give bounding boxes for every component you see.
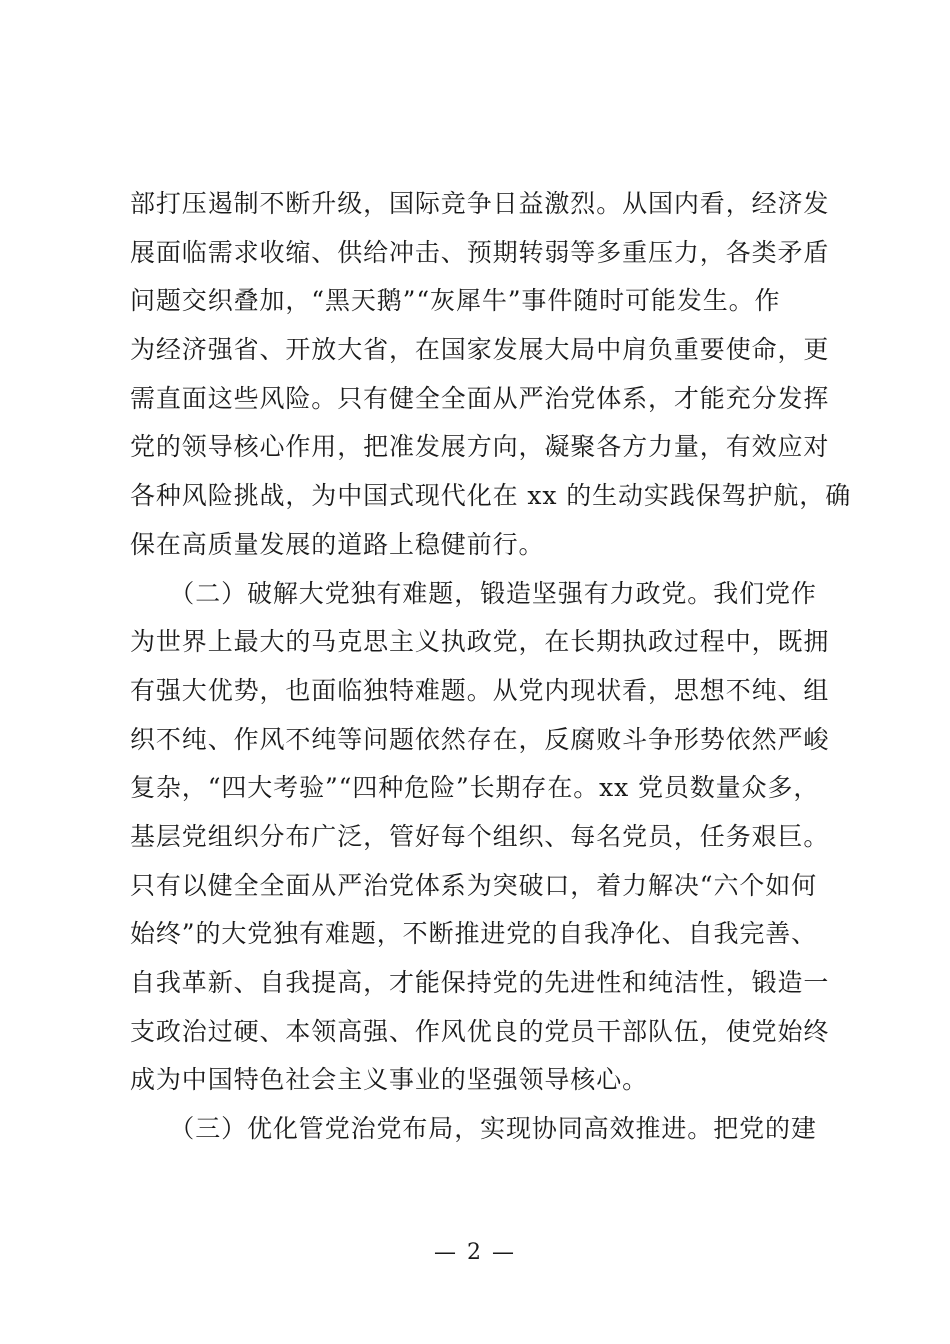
text-line: 成为中国特色社会主义事业的坚强领导核心。 <box>130 1065 649 1095</box>
text-line: 保在高质量发展的道路上稳健前行。 <box>130 529 545 559</box>
page-number: — 2 — <box>434 1240 516 1265</box>
text-line: 需直面这些风险。只有健全全面从严治党体系，才能充分发挥 <box>130 383 830 413</box>
text-line: 各种风险挑战，为中国式现代化在 xx 的生动实践保驾护航，确 <box>130 481 852 511</box>
text-line: 部打压遏制不断升级，国际竞争日益激烈。从国内看，经济发 <box>130 189 830 218</box>
text-line: 问题交织叠加，“黑天鹅”“灰犀牛”事件随时可能发生。作 <box>130 286 781 316</box>
text-line: 复杂，“四大考验”“四种危险”长期存在。xx 党员数量众多， <box>130 773 820 803</box>
text-line: 只有以健全全面从严治党体系为突破口，着力解决“六个如何 <box>130 870 818 900</box>
text-line: 织不纯、作风不纯等问题依然存在，反腐败斗争形势依然严峻 <box>130 724 830 754</box>
text-line: 支政治过硬、本领高强、作风优良的党员干部队伍，使党始终 <box>130 1016 830 1046</box>
text-line: 为世界上最大的马克思主义执政党，在长期执政过程中，既拥 <box>130 627 830 657</box>
text-line: 为经济强省、开放大省，在国家发展大局中肩负重要使命，更 <box>130 335 830 365</box>
text-line: （二）破解大党独有难题，锻造坚强有力政党。我们党作 <box>130 578 817 608</box>
text-line: 自我革新、自我提高，才能保持党的先进性和纯洁性，锻造一 <box>130 968 830 997</box>
text-line: 始终”的大党独有难题，不断推进党的自我净化、自我完善、 <box>130 919 818 949</box>
text-line: 基层党组织分布广泛，管好每个组织、每名党员，任务艰巨。 <box>130 821 830 851</box>
text-line: 展面临需求收缩、供给冲击、预期转弱等多重压力，各类矛盾 <box>130 237 830 267</box>
body-text <box>130 180 852 1154</box>
text-line: （三）优化管党治党布局，实现协同高效推进。把党的建 <box>130 1114 817 1144</box>
text-line: 有强大优势，也面临独特难题。从党内现状看，思想不纯、组 <box>130 675 830 705</box>
text-line: 党的领导核心作用，把准发展方向，凝聚各方力量，有效应对 <box>130 432 830 462</box>
